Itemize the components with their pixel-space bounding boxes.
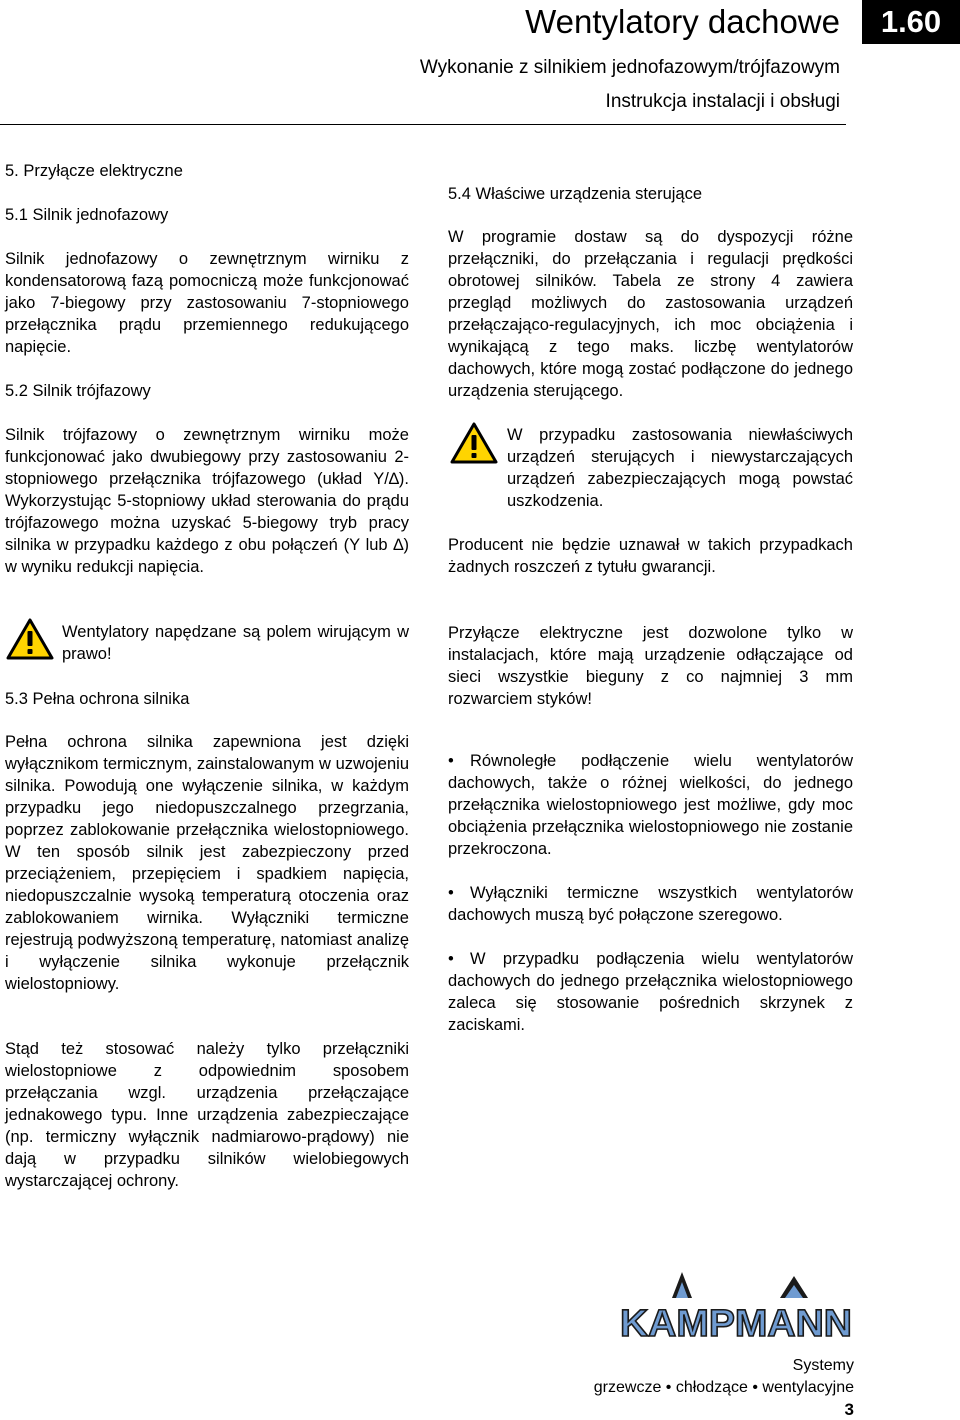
- heading-5-3: 5.3 Pełna ochrona silnika: [5, 690, 190, 708]
- heading-5-2: 5.2 Silnik trójfazowy: [5, 382, 151, 400]
- list-item: [448, 750, 853, 860]
- paragraph-5-3-continued: Stąd też stosować należy tylko przełączniki wielostopniowe z odpowiednim sposobem przełączania wzgl. urządzenia przełączające jednakowego typu. Inne urządzenia zabezpieczające (np. termiczny wyłącznik nadmiarowo-prądowy) nie dają w przypadku silników wielobiegowych wystarczającej ochrony.: [5, 1040, 409, 1190]
- heading-5-4: 5.4 Właściwe urządzenia sterujące: [448, 185, 703, 203]
- paragraph-connection: Przyłącze elektryczne jest dozwolone tylko w instalacjach, które mają urządzenie odłączające od sieci wszystkie bieguny z co najmniej 3 mm rozwarciem styków!: [448, 624, 853, 708]
- heading-5-1: 5.1 Silnik jednofazowy: [5, 206, 169, 224]
- warning-triangle-icon: [5, 617, 55, 661]
- warning-triangle-icon: [449, 421, 499, 465]
- bullet-glyph: •: [448, 884, 454, 902]
- header-divider: [0, 124, 846, 125]
- page-title: Wentylatory dachowe: [525, 3, 840, 40]
- footer-tagline-2: grzewcze • chłodzące • wentylacyjne: [593, 1379, 854, 1396]
- paragraph-5-3: Pełna ochrona silnika zapewniona jest dzięki wyłącznikom termicznym, zainstalowanym w uzwojeniu silnika. Powodują one wyłączenie silnika, w każdym przypadku jego niedopuszczalnego przegrzania, poprzez zablokowanie przełącznika wielostopniowego. W ten sposób silnik jest zabezpieczony przed przeciążeniem, przepięciem i spadkiem napięcia, niedopuszczalnie wysoką temperaturą otoczenia oraz zablokowaniem wirnika. Wyłączniki termiczne rejestrują podwyższoną temperaturę, natomiast analizę i wyłączenie silnika wykonuje przełącznik wielostopniowy.: [5, 733, 409, 993]
- paragraph-5-1: Silnik jednofazowy o zewnętrznym wirniku z kondensatorową fazą pomocniczą może funkcjonować jako 7-biegowy przy zastosowaniu 7-stopniowego przełącznika prądu przemiennego redukującego napięcie.: [5, 250, 409, 356]
- paragraph-5-2: Silnik trójfazowy o zewnętrznym wirniku może funkcjonować jako dwubiegowy przy zastosowaniu 2-stopniowego przełącznika trójfazowego (układ Y/∆). Wykorzystując 5-stopniowy układ sterowania do prądu trójfazowego można uzyskać 5-biegowy tryb pracy silnika w przypadku każdego z obu połączeń (Y lub ∆) w wyniku redukcji napięcia.: [5, 426, 409, 576]
- warning-rotating-field: Wentylatory napędzane są polem wirującym w prawo!: [62, 623, 409, 663]
- footer-tagline-1: Systemy: [792, 1357, 854, 1374]
- warning-control-devices: W przypadku zastosowania niewłaściwych urządzeń sterujących i niewystarczających urządzeń zabezpieczających mogą powstać uszkodzenia.: [507, 426, 853, 510]
- paragraph-5-4: W programie dostaw są do dyspozycji różne przełączniki, do przełączania i regulacji prędkości obrotowej silników. Tabela ze strony 4 zawiera przegląd możliwych do zastosowania urządzeń przełączająco-regulacyjnych, ich moc obciążenia i wynikającą z tego maks. liczbę wentylatorów dachowych, które mogą zostać podłączone do jednego urządzenia sterującego.: [448, 228, 853, 400]
- list-item: [448, 948, 853, 1036]
- document-type: Instrukcja instalacji i obsługi: [605, 91, 840, 112]
- bullet-glyph: •: [448, 752, 454, 770]
- kampmann-logo: [620, 1268, 856, 1352]
- bullet-text: Wyłączniki termiczne wszystkich wentylatorów dachowych muszą być połączone szeregowo.: [448, 884, 853, 924]
- section-number-badge: 1.60: [862, 0, 960, 44]
- bullet-text: Równoległe podłączenie wielu wentylatorów dachowych, także o różnej wielkości, do jednego przełącznika wielostopniowego jest możliwe, gdy moc obciążenia przełącznika wielostopniowego nie zostanie przekroczona.: [448, 752, 853, 858]
- section-heading-5: 5. Przyłącze elektryczne: [5, 162, 183, 180]
- paragraph-warranty: Producent nie będzie uznawał w takich przypadkach żadnych roszczeń z tytułu gwarancji.: [448, 536, 853, 576]
- page-subtitle: Wykonanie z silnikiem jednofazowym/trójfazowym: [419, 57, 840, 78]
- list-item: [448, 882, 853, 926]
- bullet-text: W przypadku podłączenia wielu wentylatorów dachowych do jednego przełącznika wielostopniowego zaleca się stosowanie pośrednich skrzynek z zaciskami.: [448, 950, 853, 1034]
- bullet-glyph: •: [448, 950, 454, 968]
- logo-lettering: KAMPMANN: [620, 1303, 852, 1345]
- page-number: 3: [844, 1400, 854, 1419]
